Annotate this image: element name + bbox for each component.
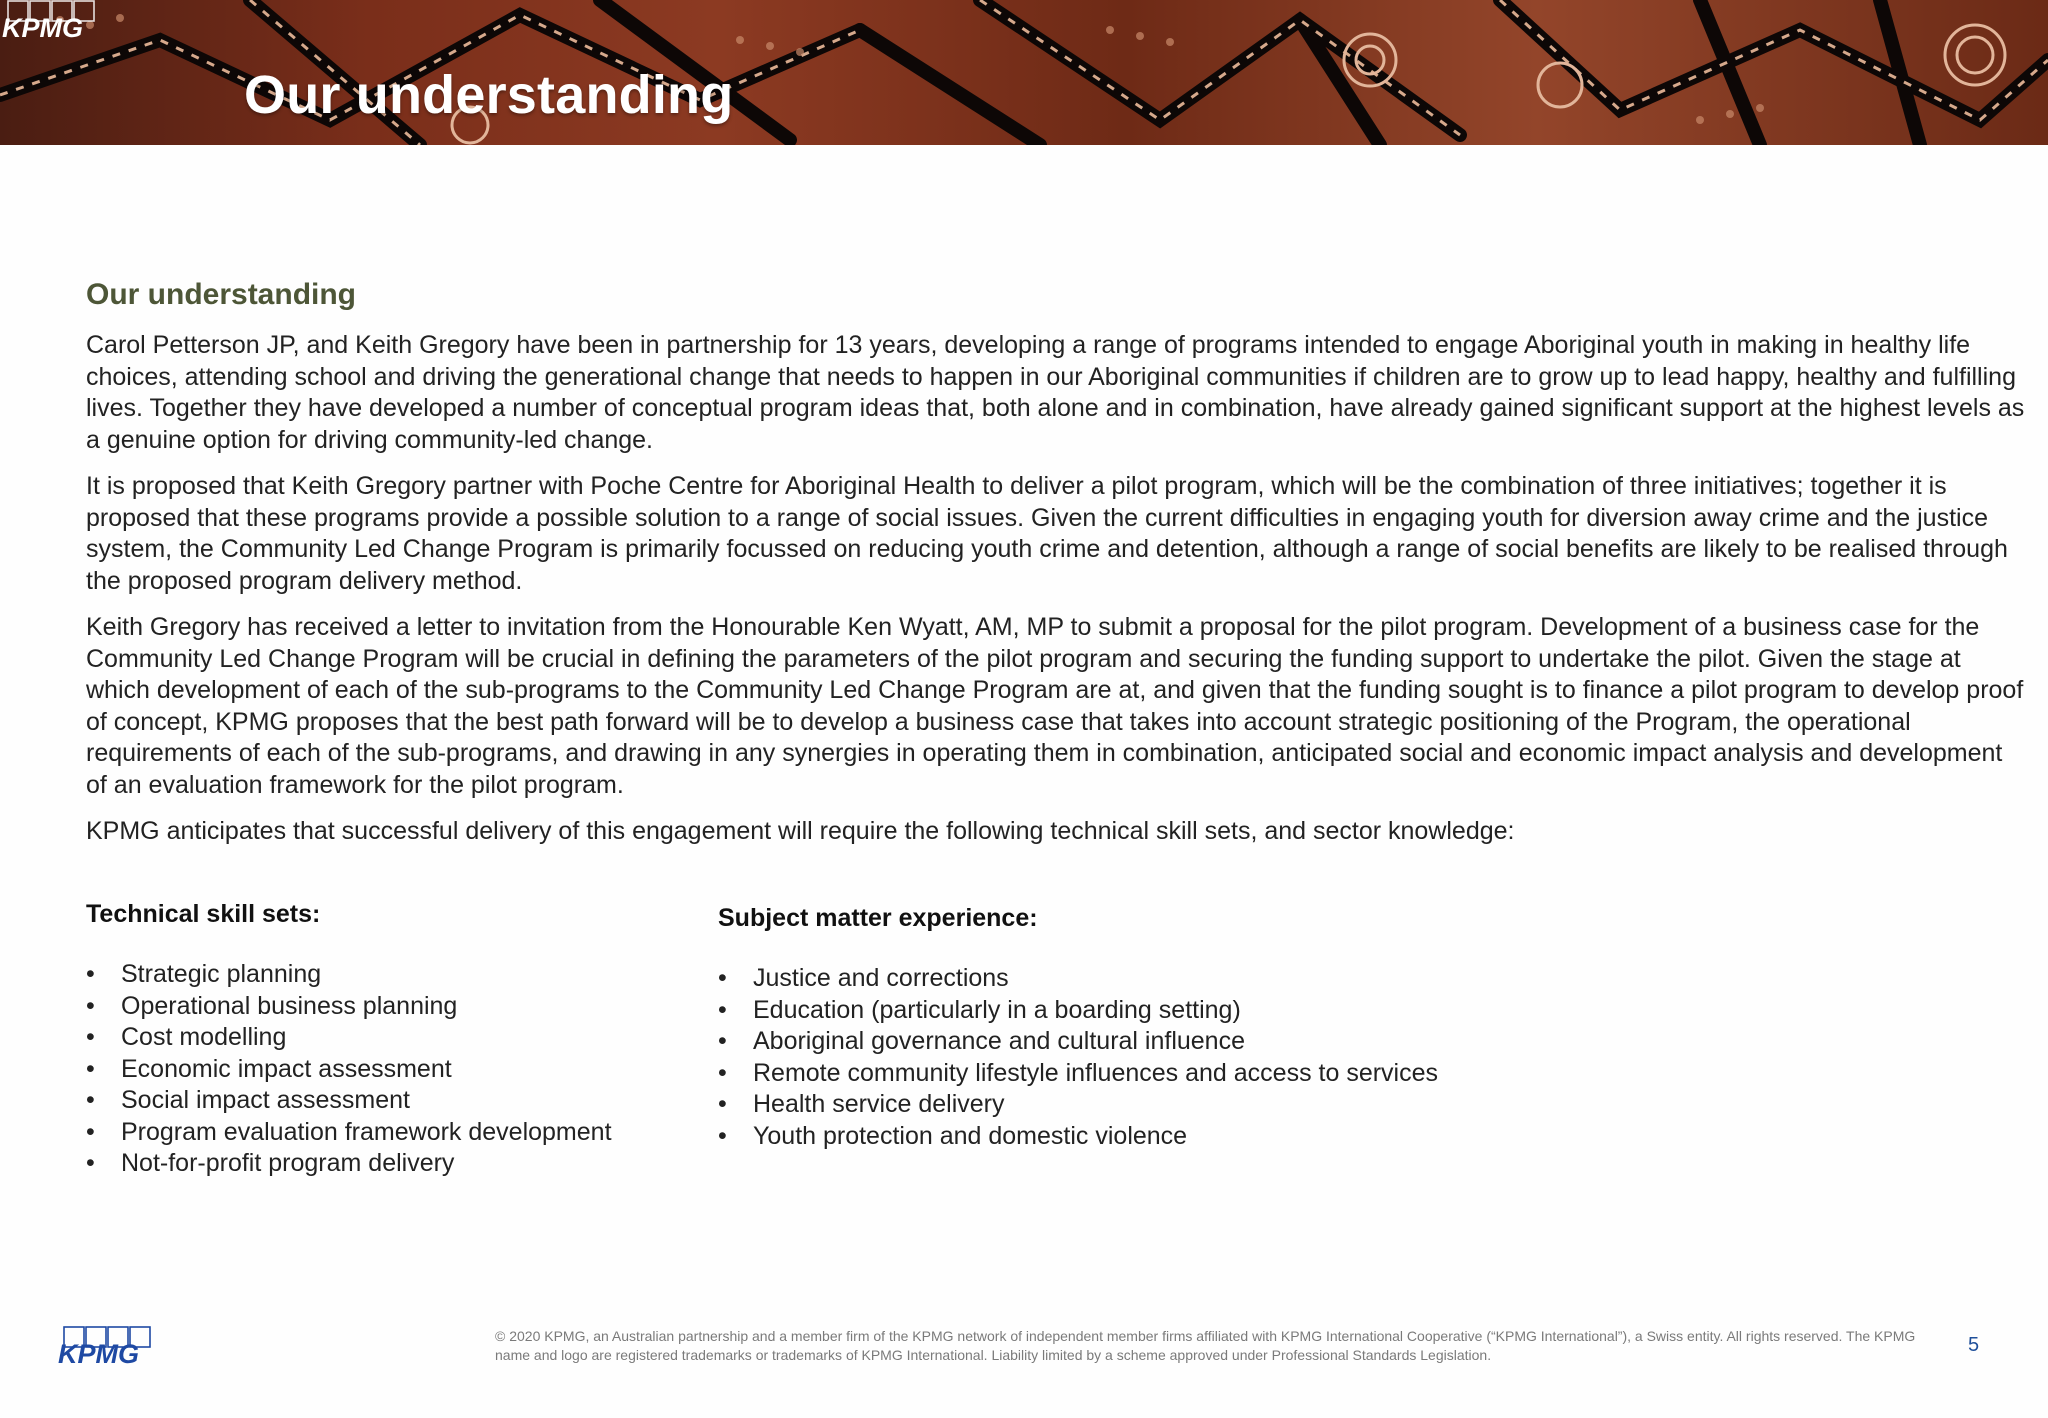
list-item: • Remote community lifestyle influences and access to services	[718, 1058, 1443, 1090]
bullet-icon: •	[86, 960, 95, 988]
bullet-icon: •	[718, 964, 727, 992]
bullet-icon: •	[86, 1086, 95, 1114]
copyright-notice: © 2020 KPMG, an Australian partnership and a member firm of the KPMG network of independent member firms affiliated with KPMG International Cooperative (“KPMG International”), a Swiss entity. All rights reserved. The KPMG name and logo are registered trademarks or trademarks of KPMG International. Liability limited by a scheme approved under Professional Standards Legislation.	[495, 1328, 1916, 1363]
list-item: • Operational business planning	[86, 991, 686, 1023]
body-text	[86, 330, 2026, 863]
paragraph: KPMG anticipates that successful delivery of this engagement will require the following technical skill sets, and sector knowledge:	[86, 817, 1515, 845]
kpmg-logo-icon	[0, 0, 96, 44]
paragraph: Carol Petterson JP, and Keith Gregory have been in partnership for 13 years, developing a range of programs intended to engage Aboriginal youth in making in healthy life choices, attending school and driving the generational change that needs to happen in our Aboriginal communities if children are to grow up to lead happy, healthy and fulfilling lives. Together they have developed a number of conceptual program ideas that, both alone and in combination, have already gained significant support at the highest levels as a genuine option for driving community-led change.	[86, 331, 2025, 454]
technical-skills-heading: Technical skill sets:	[86, 900, 321, 928]
technical-skills-list	[86, 959, 686, 1180]
paragraph: Keith Gregory has received a letter to invitation from the Honourable Ken Wyatt, AM, MP to submit a proposal for the pilot program. Development of a business case for the Community Led Change Program will be crucial in defining the parameters of the pilot program and securing the funding support to undertake the pilot. Given the stage at which development of each of the sub-programs to the Community Led Change Program are at, and given that the funding sought is to finance a pilot program to develop proof of concept, KPMG proposes that the best path forward will be to develop a business case that takes into account strategic positioning of the Program, the operational requirements of each of the sub-programs, and drawing in any synergies in operating them in combination, anticipated social and economic impact analysis and development of an evaluation framework for the pilot program.	[86, 613, 2024, 799]
bullet-icon: •	[718, 1027, 727, 1055]
svg-text:KPMG: KPMG	[58, 1339, 139, 1369]
bullet-icon: •	[718, 995, 727, 1024]
header-banner	[0, 0, 2048, 145]
bullet-icon: •	[718, 1121, 727, 1150]
list-item: • Youth protection and domestic violence	[718, 1121, 1418, 1153]
list-item: • Education (particularly in a boarding setting)	[718, 995, 1418, 1027]
page-number: 5	[1968, 1334, 1980, 1356]
bullet-icon: •	[718, 1058, 727, 1087]
list-item: • Cost modelling	[86, 1022, 686, 1054]
subject-matter-list	[718, 963, 1439, 1152]
list-item: • Health service delivery	[718, 1089, 1418, 1121]
list-item: • Economic impact assessment	[86, 1054, 686, 1086]
bullet-icon: •	[86, 1054, 95, 1083]
kpmg-footer-logo-icon	[56, 1326, 152, 1370]
bullet-icon: •	[86, 1149, 95, 1177]
bullet-icon: •	[86, 1117, 95, 1146]
list-item: • Program evaluation framework development	[86, 1117, 686, 1149]
subject-matter-column	[718, 904, 1439, 1152]
page-title: Our understanding	[244, 65, 734, 125]
list-item: • Social impact assessment	[86, 1085, 686, 1117]
list-item: • Not-for-profit program delivery	[86, 1148, 686, 1180]
svg-text:KPMG: KPMG	[2, 13, 83, 43]
section-title: Our understanding	[86, 278, 356, 311]
bullet-icon: •	[718, 1090, 727, 1118]
bullet-icon: •	[86, 991, 95, 1020]
list-item: • Aboriginal governance and cultural influence	[718, 1026, 1418, 1058]
paragraph: It is proposed that Keith Gregory partner with Poche Centre for Aboriginal Health to deliver a pilot program, which will be the combination of three initiatives; together it is proposed that these programs provide a possible solution to a range of social issues. Given the current difficulties in engaging youth for diversion away crime and the justice system, the Community Led Change Program is primarily focussed on reducing youth crime and detention, although a range of social benefits are likely to be realised through the proposed program delivery method.	[86, 472, 2008, 595]
list-item: • Strategic planning	[86, 959, 686, 991]
technical-skills-column	[86, 900, 686, 1180]
list-item: • Justice and corrections	[718, 963, 1418, 995]
bullet-icon: •	[86, 1023, 95, 1051]
subject-matter-heading: Subject matter experience:	[718, 904, 1038, 932]
